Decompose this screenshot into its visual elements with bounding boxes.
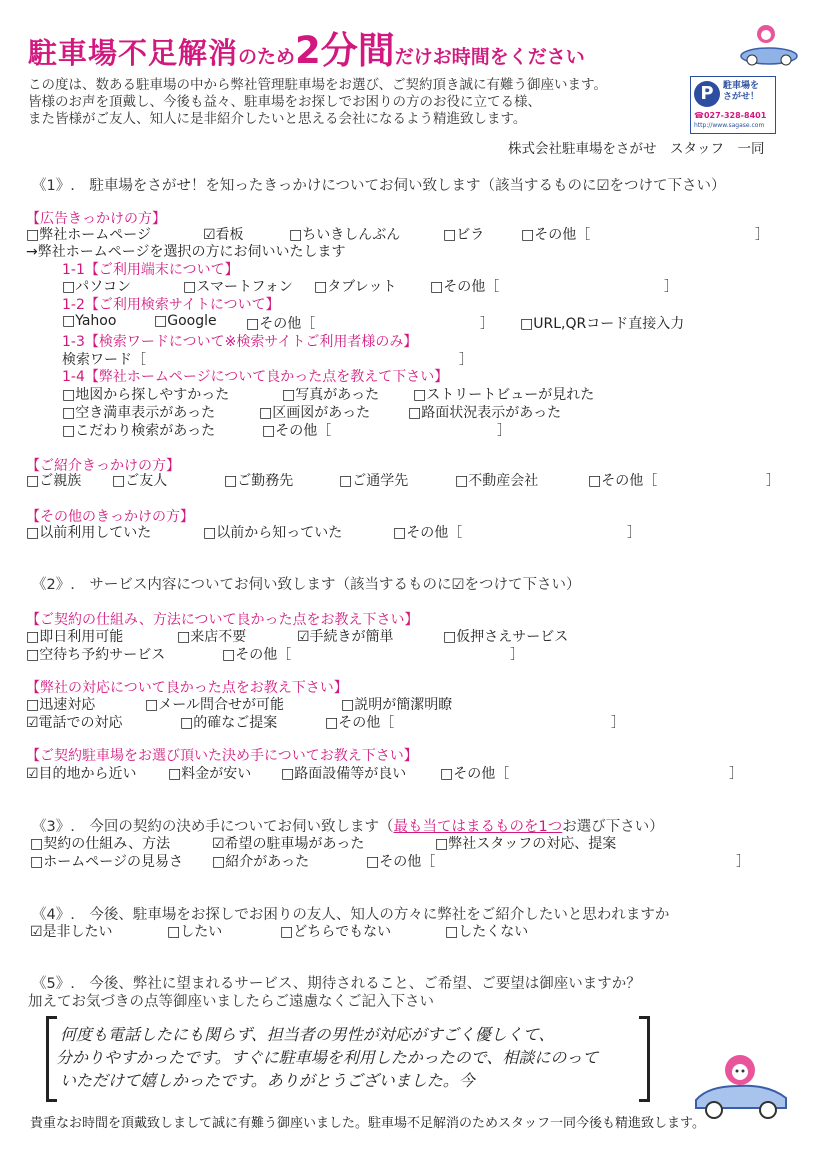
checkbox-option[interactable]: □URL,QRコード直接入力: [520, 316, 685, 332]
followup-text: →弊社ホームページを選択の方にお伺いいたします: [26, 244, 346, 260]
checkbox-option[interactable]: □したくない: [445, 924, 529, 940]
checkbox-option[interactable]: □どちらでもない: [280, 924, 392, 940]
checkbox-option[interactable]: □路面設備等が良い: [281, 766, 407, 782]
intro-line: また皆様がご友人、知人に是非紹介したいと思える会社になるよう精進致します。: [28, 111, 527, 127]
checkbox-option[interactable]: □契約の仕組み、方法: [30, 836, 171, 852]
checkbox-option[interactable]: □仮押さえサービス: [443, 629, 569, 645]
bracket-end: ］: [729, 766, 743, 782]
q1-2-label: 1-2【ご利用検索サイトについて】: [62, 297, 280, 313]
checkbox-option-other[interactable]: □その他［: [588, 473, 658, 489]
title-part: のため: [238, 46, 296, 68]
q2-c-label: 【ご契約駐車場をお選び頂いた決め手についてお教え下さい】: [26, 748, 418, 764]
q1-1-label: 1-1【ご利用端末について】: [62, 262, 239, 278]
q2-a-label: 【ご契約の仕組み、方法について良かった点をお教え下さい】: [26, 612, 419, 628]
checkbox-option[interactable]: □迅速対応: [26, 697, 96, 713]
checkbox-option[interactable]: □Yahoo: [62, 313, 117, 329]
checkbox-option[interactable]: ☑電話での対応: [26, 715, 123, 731]
checkbox-option[interactable]: □弊社ホームページ: [26, 227, 151, 243]
q1-3-label: 1-3【検索ワードについて※検索サイトご利用者様のみ】: [62, 334, 418, 350]
company-signature: 株式会社駐車場をさがせ スタッフ 一同: [508, 141, 765, 157]
footer-text: 貴重なお時間を頂戴致しまして誠に有難う御座いました。駐車場不足解消のためスタッフ一同今後も精進致します。: [30, 1116, 705, 1131]
checkbox-option[interactable]: □ご友人: [112, 473, 168, 489]
title-part: だけ: [394, 46, 433, 68]
handwritten-answer-line: いただけて嬉しかったです。ありがとうございました。今: [60, 1071, 475, 1090]
checkbox-option[interactable]: ☑希望の駐車場があった: [212, 836, 365, 852]
checkbox-option-other[interactable]: □その他［: [222, 647, 292, 663]
checkbox-option[interactable]: □したい: [167, 924, 223, 940]
q1-4-label: 1-4【弊社ホームページについて良かった点を教えて下さい】: [62, 369, 449, 385]
checkbox-option-other[interactable]: □その他［: [430, 279, 500, 295]
checkbox-option[interactable]: □ご通学先: [339, 473, 409, 489]
bracket-end: ］: [611, 715, 625, 731]
checkbox-option[interactable]: □ホームページの見易さ: [30, 854, 183, 870]
checkbox-option-other[interactable]: □その他［: [521, 227, 591, 243]
q3-heading-part: お選び下さい）: [562, 819, 664, 835]
q1-intro-label: 【ご紹介きっかけの方】: [26, 458, 180, 474]
checkbox-option[interactable]: □こだわり検索があった: [62, 423, 216, 439]
checkbox-option[interactable]: □ストリートビューが見れた: [413, 387, 595, 403]
bracket-end: ］: [480, 316, 494, 332]
bracket-end: ］: [510, 647, 524, 663]
checkbox-option[interactable]: □パソコン: [62, 279, 131, 295]
checkbox-option[interactable]: □紹介があった: [212, 854, 310, 870]
handwritten-answer-line: 何度も電話したにも関らず、担当者の男性が対応がすごく優しくて、: [60, 1025, 555, 1044]
logo-url: http://www.sagase.com: [694, 122, 765, 129]
checkbox-option-other[interactable]: □その他［: [440, 766, 510, 782]
checkbox-option[interactable]: □空待ち予約サービス: [26, 647, 166, 663]
title-highlight: 2分間: [295, 29, 395, 72]
checkbox-option[interactable]: □写真があった: [282, 387, 380, 403]
logo-mark: P: [694, 81, 720, 107]
q1-heading: 《1》. 駐車場をさがせ！を知ったきっかけについてお伺い致します（該当するものに☑をつけて下さい）: [32, 178, 726, 194]
checkbox-option[interactable]: □路面状況表示があった: [408, 405, 562, 421]
checkbox-option[interactable]: ☑目的地から近い: [26, 766, 137, 782]
car-mascot-icon: [738, 20, 800, 66]
checkbox-option[interactable]: □メール問合せが可能: [145, 697, 284, 713]
logo-text: 駐車場を: [723, 81, 760, 91]
checkbox-option-other[interactable]: □その他［: [262, 423, 332, 439]
handwritten-answer-line: 分かりやすかったです。すぐに駐車場を利用したかったので、相談にのって: [56, 1048, 599, 1067]
checkbox-option[interactable]: □地図から探しやすかった: [62, 387, 230, 403]
checkbox-option[interactable]: □来店不要: [177, 629, 247, 645]
bracket-end: ］: [755, 227, 769, 243]
checkbox-option[interactable]: □タブレット: [314, 279, 397, 295]
q5-subheading: 加えてお気づきの点等御座いましたらご遠慮なくご記入下さい: [28, 994, 434, 1010]
checkbox-option[interactable]: □ビラ: [443, 227, 485, 243]
q3-heading-part: 《3》. 今回の契約の決め手についてお伺い致します（: [32, 819, 394, 835]
logo-text: さがせ！: [723, 92, 760, 102]
checkbox-option[interactable]: □不動産会社: [455, 473, 539, 489]
checkbox-option[interactable]: □弊社スタッフの対応、提案: [435, 836, 617, 852]
q5-heading: 《5》. 今後、弊社に望まれるサービス、期待されること、ご希望、ご要望は御座いますか？: [32, 976, 641, 992]
intro-line: この度は、数ある駐車場の中から弊社管理駐車場をお選び、ご契約頂き誠に有難う御座います。: [28, 77, 607, 93]
q4-heading: 《4》. 今後、駐車場をお探しでお困りの友人、知人の方々に弊社をご紹介したいと思われますか: [32, 907, 670, 923]
q2-b-label: 【弊社の対応について良かった点をお教え下さい】: [26, 680, 348, 696]
logo-phone: ☎027-328-8401: [694, 111, 767, 120]
bracket-end: ］: [766, 473, 780, 489]
checkbox-option[interactable]: ☑是非したい: [30, 924, 113, 940]
page-title: [28, 20, 585, 74]
q2-heading: 《2》. サービス内容についてお伺い致します（該当するものに☑をつけて下さい）: [32, 577, 581, 593]
checkbox-option[interactable]: □料金が安い: [168, 766, 252, 782]
checkbox-option[interactable]: □区画図があった: [259, 405, 371, 421]
checkbox-option[interactable]: □Google: [154, 313, 217, 329]
checkbox-option[interactable]: ☑手続きが簡単: [297, 629, 394, 645]
checkbox-option[interactable]: □ちいきしんぶん: [289, 227, 401, 243]
q3-heading-emphasis: 最も当てはまるものを1つ: [393, 819, 563, 835]
title-part: お時間をください: [432, 46, 585, 68]
checkbox-option-other[interactable]: □その他［: [246, 316, 316, 332]
bracket-end: ］: [459, 352, 473, 368]
intro-line: 皆様のお声を頂戴し、今後も益々、駐車場をお探しでお困りの方のお役に立てる様、: [28, 94, 541, 110]
bracket-end: ］: [627, 525, 641, 541]
checkbox-option-other[interactable]: □その他［: [393, 525, 463, 541]
checkbox-option-other[interactable]: □その他［: [366, 854, 436, 870]
checkbox-option[interactable]: □以前から知っていた: [203, 525, 343, 541]
bracket-end: ］: [736, 854, 750, 870]
company-logo: [690, 76, 776, 134]
search-word-field[interactable]: 検索ワード［: [62, 352, 146, 368]
checkbox-option[interactable]: □的確なご提案: [180, 715, 278, 731]
checkbox-option[interactable]: □即日利用可能: [26, 629, 124, 645]
q1-ad-label: 【広告きっかけの方】: [26, 211, 166, 227]
checkbox-option[interactable]: □スマートフォン: [183, 279, 293, 295]
checkbox-option[interactable]: □ご親族: [26, 473, 82, 489]
checkbox-option[interactable]: □空き満車表示があった: [62, 405, 216, 421]
q1-other-label: 【その他のきっかけの方】: [26, 509, 194, 525]
bracket-end: ］: [497, 423, 511, 439]
bracket-end: ］: [664, 279, 678, 295]
checkbox-option-other[interactable]: □その他［: [325, 715, 395, 731]
checkbox-option[interactable]: □説明が簡潔明瞭: [341, 697, 453, 713]
title-main: 駐車場不足解消: [28, 36, 239, 70]
checkbox-option[interactable]: □以前利用していた: [26, 525, 152, 541]
checkbox-option[interactable]: □ご勤務先: [224, 473, 294, 489]
checkbox-option[interactable]: ☑看板: [203, 227, 244, 243]
